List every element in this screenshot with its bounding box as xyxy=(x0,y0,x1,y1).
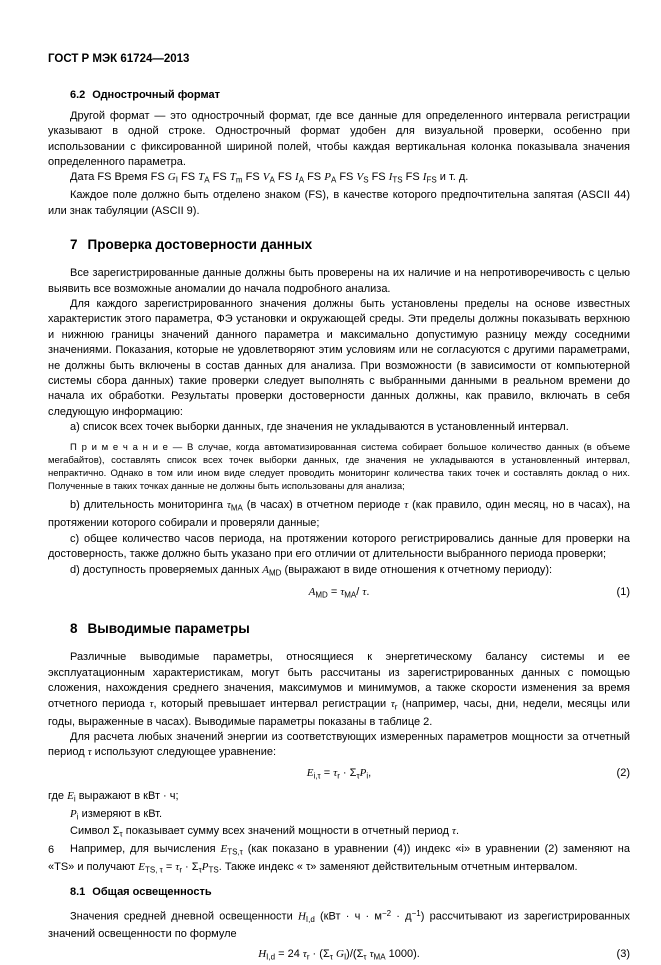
equation-3 xyxy=(48,947,630,965)
heading-number: 7 xyxy=(70,237,78,253)
equation-2 xyxy=(48,766,630,784)
equation-2-number: (2) xyxy=(616,766,630,779)
paragraph-6-2-intro: Другой формат — это однострочный формат, где все данные для определенного интервала регистрации указывают в одной строке. Однострочный формат удобен для визуальной проверки, особенно при использовании с фиксированной шириной полей, чтобы каждая вертикальная колонка показывала значения определенного параметра. xyxy=(48,109,630,169)
equation-1 xyxy=(48,585,630,603)
where-clause-power: $P_i$ измеряют в кВт. xyxy=(70,807,163,822)
heading-number: 8.1 xyxy=(70,886,86,899)
heading-7 xyxy=(48,236,630,253)
list-item-c: c) общее количество часов периода, на протяжении которого регистрировались данные для проверки на достоверность, также должно быть указано при его отличии от длительности выбранного периода проверки; xyxy=(48,532,630,561)
heading-number: 8 xyxy=(70,621,78,637)
heading-title: Общая освещенность xyxy=(92,886,212,899)
page-number: 6 xyxy=(48,844,55,856)
paragraph-8-energy: Для расчета любых значений энергии из соответствующих измеренных параметров мощности за отчетный период τ используют следующее уравнение: xyxy=(48,730,630,759)
heading-8-1 xyxy=(48,885,630,900)
paragraph-8-1-irradiation: Значения средней дневной освещенности $H_{I,d}$ $(кВт \cdot ч \cdot м^{-2} \cdot д^{-1})$ рассчитывают из зарегистрированных значений освещенности по формуле xyxy=(48,908,630,940)
paragraph-8-example: Например, для вычисления $E_{TS,\tau}$ (как показано в уравнении (4)) индекс «i» в уравнении (2) заменяют на «TS» и получают $E_{TS, \tau} = \tau_r \cdot \Sigma_\tau P_{TS}$. Также индекс « τ» заменяют действительным отчетным интервалом. xyxy=(48,843,630,875)
data-format-example-line: Дата FS Время FS $G_I$ FS $T_A$ FS $T_m$ FS $V_A$ FS $I_A$ FS $P_A$ FS $V_S$ FS $I_{TS}$ FS $I_{FS}$ и т. д. xyxy=(70,171,469,185)
list-item-b: b) длительность мониторинга $\tau_{MA}$ (в часах) в отчетном периоде τ (как правило, один месяц, но в часах), на протяжении которого собирали и проверяли данные; xyxy=(48,499,630,530)
heading-title: Выводимые параметры xyxy=(87,621,250,637)
equation-2-expression: $E_{i,\tau} = \tau_r \cdot \Sigma_\tau P_i$, xyxy=(306,766,372,781)
where-clause-energy: где $E_i$ выражают в кВт · ч; xyxy=(48,789,179,804)
equation-1-expression: $A_{MD} = \tau_{MA}/$ τ. xyxy=(308,586,370,600)
note-block: П р и м е ч а н и е — В случае, когда автоматизированная система собирает большое количество данных (в объеме мегабайтов), составлять список всех точек выборки данных, где значения не укладываются в установленный интервал, непрактично. Однако в том или ином виде следует проводить мониторинг количества таких точек и составлять доклад о них. Полученные в таких точках данные не должны быть использованы для анализа; xyxy=(48,441,630,493)
heading-title: Проверка достоверности данных xyxy=(87,237,313,253)
paragraph-8-derived: Различные выводимые параметры, относящиеся к энергетическому балансу системы и ее эксплуатационным характеристикам, могут быть рассчитаны из зарегистрированных данных с помощью сложения, нахождения среднего значения, максимумов и минимумов, а также скорости изменения за время отчетного периода τ, который превышает интервал регистрации $\tau_r$ (например, часы, дни, недели, месяцы или годы, выраженные в часах). Выводимые параметры показаны в таблице 2. xyxy=(48,651,630,728)
paragraph-7-availability: Все зарегистрированные данные должны быть проверены на их наличие и на непротиворечивость с целью выявить все возможные аномалии до начала подробного анализа. xyxy=(48,267,630,295)
equation-1-number: (1) xyxy=(616,586,630,599)
heading-number: 6.2 xyxy=(70,89,86,102)
equation-3-number: (3) xyxy=(616,948,630,961)
paragraph-6-2-separator: Каждое поле должно быть отделено знаком (FS), в качестве которого предпочтительна запятая (ASCII 44) или знак табуляции (ASCII 9). xyxy=(48,189,630,217)
sigma-symbol-note: Символ $\Sigma_\tau$ показывает сумму всех значений мощности в отчетный период τ. xyxy=(70,825,459,839)
heading-title: Однострочный формат xyxy=(92,89,220,102)
heading-8 xyxy=(48,620,630,637)
paragraph-7-limits: Для каждого зарегистрированного значения должны быть установлены пределы на основе известных характеристик этого параметра, ФЭ установки и окружающей среды. Эти пределы должны показывать верхнюю и нижнюю границы значений данного параметра и максимально допустимую разницу между соседними значениями. Показания, которые не удовлетворяют этим условиям или не согласуются с другими параметрами, не должны быть включены в состав данных для анализа. При возможности (в зависимости от компьютерной системы сбора данных) такие проверки следует выполнять с выбранными данными в реальном времени до начала их обработки. Результаты проверки достоверности данных должны, как правило, включать в себя следующую информацию: xyxy=(48,297,630,418)
heading-6-2 xyxy=(48,88,630,103)
running-header: ГОСТ Р МЭК 61724—2013 xyxy=(48,53,190,65)
list-item-d: d) доступность проверяемых данных $A_{MD}$ (выражают в виде отношения к отчетному периоду): xyxy=(70,563,553,578)
list-item-a: a) список всех точек выборки данных, где значения не укладываются в установленный интервал. xyxy=(70,421,569,434)
equation-3-expression: $H_{I,d} = 24$ $\tau_r \cdot (\Sigma_\tau$ $G_I)/(\Sigma_\tau$ $\tau_{MA}$ 1000). xyxy=(258,948,420,962)
